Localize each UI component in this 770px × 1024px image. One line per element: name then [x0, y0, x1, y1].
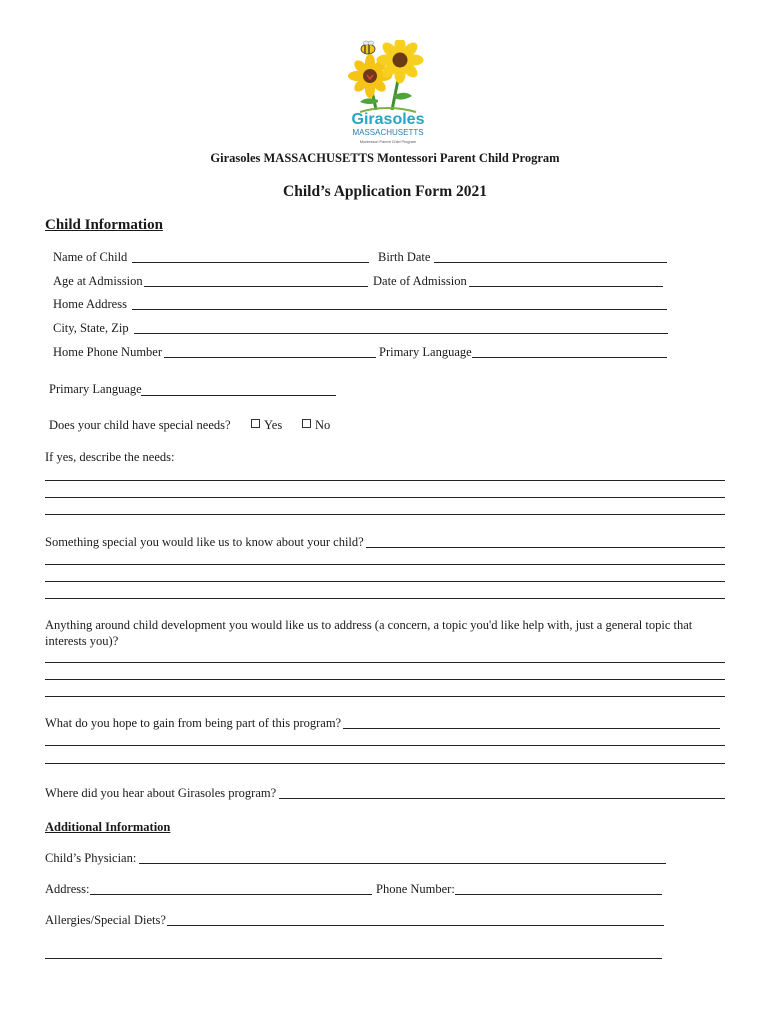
special-needs-question: Does your child have special needs?	[49, 418, 231, 432]
logo-region: MASSACHUSETTS	[352, 128, 424, 137]
primary-language-field[interactable]	[472, 357, 667, 358]
hear-about-field[interactable]	[279, 798, 725, 799]
sunflower-logo-icon	[338, 40, 438, 150]
something-special-line-1[interactable]	[45, 564, 725, 565]
name-of-child-field[interactable]	[132, 262, 369, 263]
something-special-label: Something special you would like us to know about your child?	[45, 535, 364, 549]
hope-line-1[interactable]	[45, 745, 725, 746]
logo-name: Girasoles	[351, 111, 425, 128]
something-special-line-2[interactable]	[45, 581, 725, 582]
no-label: No	[315, 418, 331, 432]
hope-line-0[interactable]	[343, 728, 720, 729]
logo-tagline: Montessori Parent Child Program	[359, 140, 417, 144]
development-question-line-1: Anything around child development you would like us to address (a concern, a topic you'd like help with, just a general topic that	[45, 618, 693, 632]
hope-question-label: What do you hope to gain from being part of this program?	[45, 716, 342, 730]
program-name: Girasoles MASSACHUSETTS Montessori Parent Child Program	[210, 151, 560, 165]
describe-needs-line-3[interactable]	[45, 514, 725, 515]
primary-language-2-label: Primary Language	[49, 382, 142, 396]
describe-needs-line-1[interactable]	[45, 480, 725, 481]
development-line-3[interactable]	[45, 696, 725, 697]
birth-date-label: Birth Date	[378, 250, 431, 264]
allergies-field[interactable]	[167, 925, 664, 926]
special-needs-no-option[interactable]	[302, 418, 330, 433]
phone-number-label: Phone Number:	[376, 882, 455, 896]
age-at-admission-label: Age at Admission	[53, 274, 143, 288]
physician-field[interactable]	[139, 863, 666, 864]
something-special-line-3[interactable]	[45, 598, 725, 599]
development-line-1[interactable]	[45, 662, 725, 663]
home-address-label: Home Address	[53, 297, 127, 311]
describe-needs-label: If yes, describe the needs:	[45, 450, 175, 464]
birth-date-field[interactable]	[434, 262, 667, 263]
girasoles-logo	[338, 40, 438, 150]
age-at-admission-field[interactable]	[144, 286, 368, 287]
allergies-label: Allergies/Special Diets?	[45, 913, 166, 927]
development-line-2[interactable]	[45, 679, 725, 680]
date-of-admission-field[interactable]	[469, 286, 663, 287]
address-label: Address:	[45, 882, 90, 896]
name-of-child-label: Name of Child	[53, 250, 128, 264]
home-address-field[interactable]	[132, 309, 667, 310]
additional-info-heading: Additional Information	[45, 820, 171, 834]
yes-label: Yes	[264, 418, 283, 432]
something-special-line-0[interactable]	[366, 547, 725, 548]
city-state-zip-field[interactable]	[134, 333, 668, 334]
physician-label: Child’s Physician:	[45, 851, 137, 865]
child-info-heading: Child Information	[45, 217, 163, 233]
date-of-admission-label: Date of Admission	[373, 274, 467, 288]
hear-about-label: Where did you hear about Girasoles program?	[45, 786, 277, 800]
phone-number-field[interactable]	[455, 894, 662, 895]
city-state-zip-label: City, State, Zip	[53, 321, 129, 335]
home-phone-label: Home Phone Number	[53, 345, 163, 359]
extra-notes-line[interactable]	[45, 958, 662, 959]
no-checkbox-icon[interactable]	[302, 419, 311, 428]
home-phone-field[interactable]	[164, 357, 376, 358]
page-title: Child’s Application Form 2021	[283, 183, 487, 200]
yes-checkbox-icon[interactable]	[251, 419, 260, 428]
primary-language-label: Primary Language	[379, 345, 472, 359]
development-question-line-2: interests you)?	[45, 634, 119, 648]
primary-language-2-field[interactable]	[141, 395, 336, 396]
special-needs-yes-option[interactable]	[251, 418, 282, 433]
address-field[interactable]	[90, 894, 372, 895]
describe-needs-line-2[interactable]	[45, 497, 725, 498]
hope-line-2[interactable]	[45, 763, 725, 764]
